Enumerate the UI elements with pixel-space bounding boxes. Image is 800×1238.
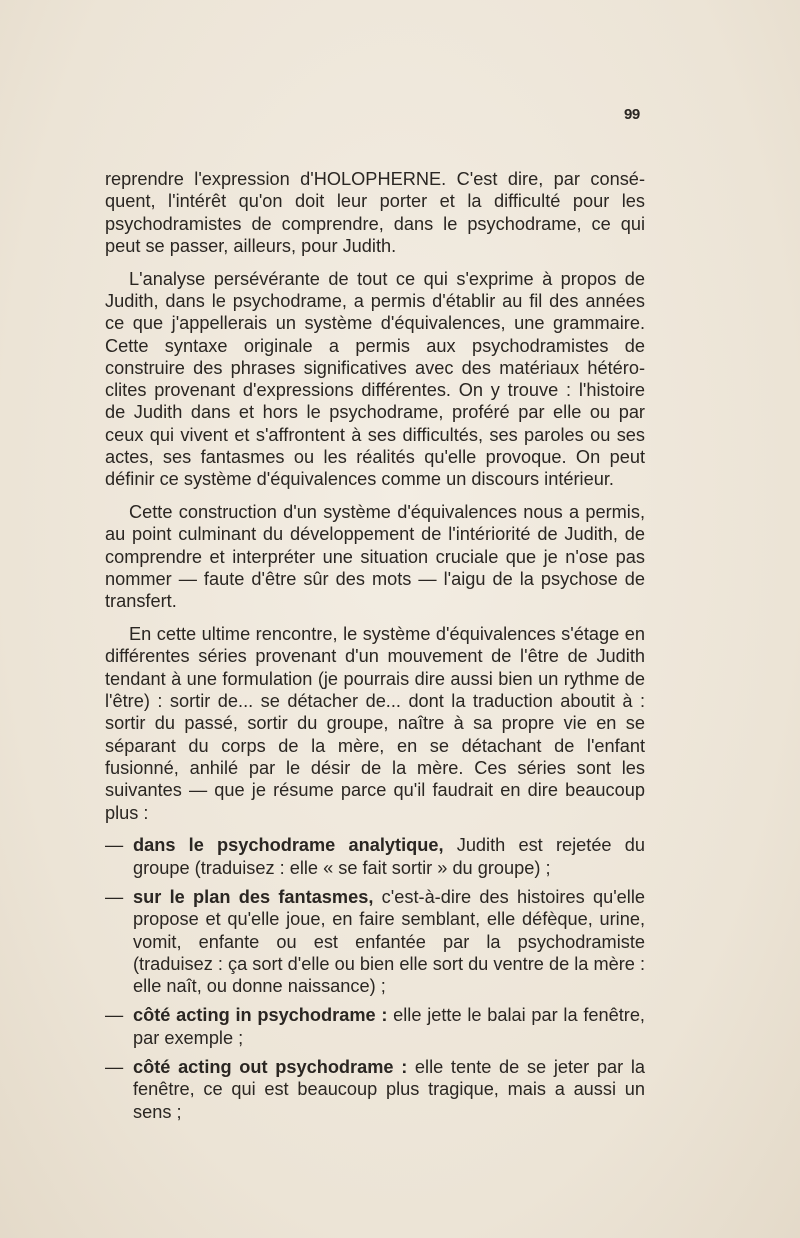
list-dash: — bbox=[105, 835, 124, 856]
list-item bbox=[105, 1004, 645, 1049]
list-dash: — bbox=[105, 886, 124, 907]
list-item-heading: côté acting out psychodrame : bbox=[133, 1056, 408, 1077]
list-item-heading: côté acting in psychodrame : bbox=[133, 1005, 388, 1026]
list-item-text: Judith est rejetée du groupe (traduisez : elle « se fait sortir » du groupe) ; bbox=[133, 835, 645, 878]
list-item bbox=[105, 886, 645, 997]
list-item-text: elle tente de se jeter par la fenêtre, ce qui est beaucoup plus tragique, mais a aussi un sens ; bbox=[133, 1056, 645, 1122]
paragraph-1: reprendre l'expression d'HOLOPHERNE. C'est dire, par conséquent, l'intérêt qu'on doit leur porter et la difficulté pour les psychodramistes de comprendre, dans le psychodrame, ce qui peut se passer, ailleurs, pour Judith. bbox=[105, 169, 645, 256]
list-dash: — bbox=[105, 1056, 124, 1077]
list-item bbox=[105, 1056, 645, 1123]
list-item-text: c'est-à-dire des histoires qu'elle propose et qu'elle joue, en faire semblant, elle défèque, urine, vomit, enfante ou est enfantée par la psychodramiste (traduisez : ça sort d'elle ou bien elle sort du ventre de la mère : elle naît, ou donne naissance) ; bbox=[133, 886, 645, 997]
paragraph-4: En cette ultime rencontre, le système d'équivalences s'étage en différentes séries provenant d'un mouvement de l'être de Judith tendant à une formulation (je pourrais dire aussi bien un rythme de l'être) : sortir de... se détacher de... dont la traduction aboutit à : sortir du passé, sortir du groupe, naître à sa propre vie en se séparant du corps de la mère, en se détachant de l'enfant fusionné, anhilé par le désir de la mère. Ces séries sont les suivantes — que je résume parce qu'il faudrait en dire beaucoup plus : bbox=[105, 624, 645, 823]
series-list bbox=[105, 834, 645, 1123]
page-number: 99 bbox=[624, 106, 640, 123]
paragraph-2: L'analyse persévérante de tout ce qui s'exprime à propos de Judith, dans le psychodrame, a permis d'établir au fil des années ce que j'appellerais un système d'équivalences, une grammaire. Cette syntaxe originale a permis aux psychodramistes de construire des phrases significatives avec des matériaux hétéroclites provenant d'expressions différentes. On y trouve : l'histoire de Judith dans et hors le psychodrame, proféré par elle ou par ceux qui vivent et s'affrontent à ses difficultés, ses paroles ou ses actes, ses fantasmes ou les réalités qu'elle provoque. On peut définir ce système d'équivalences comme un discours intérieur. bbox=[105, 268, 645, 490]
page-body bbox=[105, 168, 645, 1130]
paragraph-3: Cette construction d'un système d'équivalences nous a permis, au point culminant du développement de l'intériorité de Judith, de comprendre et interpréter une situation cruciale que je n'ose pas nommer — faute d'être sûr des mots — l'aigu de la psychose de transfert. bbox=[105, 502, 645, 612]
list-dash: — bbox=[105, 1005, 124, 1026]
list-item-heading: sur le plan des fantasmes, bbox=[133, 886, 374, 907]
list-item-text: elle jette le balai par la fenêtre, par exemple ; bbox=[133, 1005, 645, 1048]
list-item-heading: dans le psychodrame analytique, bbox=[133, 835, 444, 856]
list-item bbox=[105, 834, 645, 879]
